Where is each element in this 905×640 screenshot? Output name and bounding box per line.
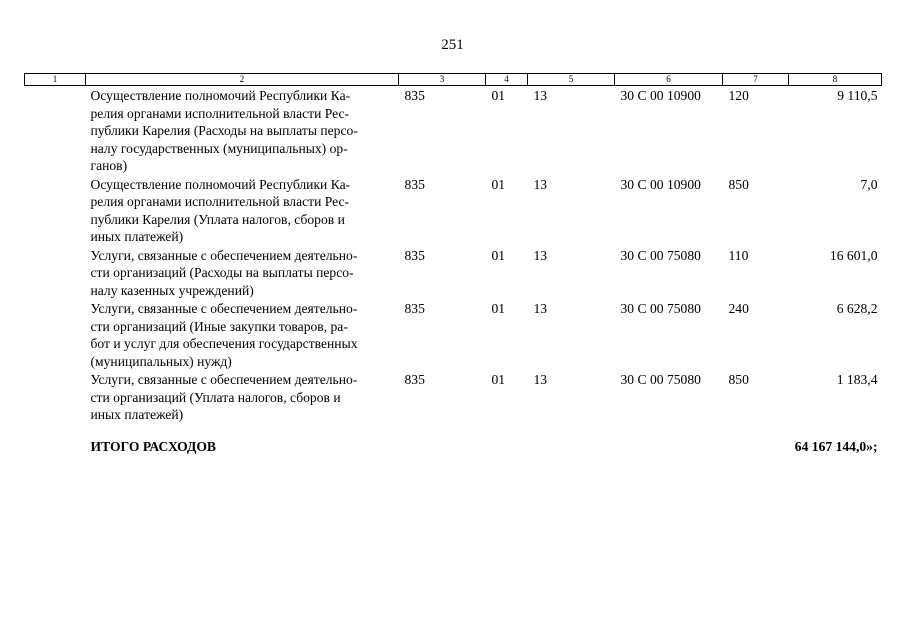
row-number-cell	[25, 370, 86, 424]
expense-type-cell: 110	[728, 247, 749, 263]
description-cell	[86, 175, 399, 246]
description-line: сти организаций (Иные закупки товаров, ра-	[90, 318, 348, 334]
column-header: 2	[86, 74, 399, 86]
target-article-cell: 30 С 00 10900	[620, 88, 701, 103]
target-article-cell: 30 С 00 75080	[620, 247, 701, 263]
target-article-cell: 30 С 00 75080	[620, 372, 701, 387]
total-row	[25, 424, 882, 456]
ministry-code-cell: 835	[404, 247, 425, 263]
section-code-cell: 01	[491, 372, 506, 387]
amount-cell: 6 628,2	[836, 301, 878, 316]
total-label: ИТОГО РАСХОДОВ	[90, 438, 217, 454]
description-line: Осуществление полномочий Республики Ка-	[90, 88, 351, 103]
amount-cell: 1 183,4	[836, 372, 878, 387]
expense-type-cell: 850	[728, 176, 749, 192]
subsection-code-cell: 13	[533, 88, 548, 103]
target-article-cell: 30 С 00 75080	[620, 301, 701, 316]
total-spacer-cell	[399, 424, 486, 456]
ministry-code-cell: 835	[404, 88, 425, 103]
expense-type-cell: 120	[728, 88, 749, 103]
total-spacer-cell	[723, 424, 789, 456]
column-header: 3	[399, 74, 486, 86]
row-number-cell	[25, 299, 86, 370]
total-spacer-cell	[528, 424, 615, 456]
row-number-cell	[25, 86, 86, 175]
description-line: Услуги, связанные с обеспечением деятельно-	[90, 301, 358, 316]
column-header: 8	[789, 74, 882, 86]
description-line: сти организаций (Уплата налогов, сборов и	[90, 389, 341, 405]
table-row	[25, 370, 882, 424]
description-line: релия органами исполнительной власти Рес-	[90, 105, 350, 121]
amount-cell: 9 110,5	[837, 88, 878, 103]
row-number-cell	[25, 246, 86, 300]
page-number: 251	[441, 37, 464, 53]
table-row	[25, 86, 882, 175]
description-line: сти организаций (Расходы на выплаты персо-	[90, 265, 354, 280]
description-line: (муниципальных) нужд)	[90, 353, 232, 369]
subsection-code-cell: 13	[533, 247, 548, 263]
amount-cell: 7,0	[860, 176, 878, 192]
table-row	[25, 299, 882, 370]
description-cell	[86, 246, 399, 300]
expense-type-cell: 850	[728, 372, 749, 387]
description-line: ганов)	[90, 158, 128, 173]
budget-table	[24, 73, 882, 455]
amount-cell: 16 601,0	[829, 247, 878, 263]
description-line: налу казенных учреждений)	[90, 282, 254, 298]
description-line: публики Карелия (Уплата налогов, сборов и	[90, 211, 345, 227]
description-line: иных платежей)	[90, 407, 184, 422]
section-code-cell: 01	[491, 88, 506, 103]
subsection-code-cell: 13	[533, 301, 548, 316]
description-line: Услуги, связанные с обеспечением деятельно-	[90, 247, 358, 263]
column-header: 1	[25, 74, 86, 86]
total-spacer-cell	[486, 424, 528, 456]
description-cell	[86, 299, 399, 370]
ministry-code-cell: 835	[404, 176, 425, 192]
table-row	[25, 246, 882, 300]
description-line: публики Карелия (Расходы на выплаты персо-	[90, 123, 358, 138]
expense-type-cell: 240	[728, 301, 749, 316]
table-header	[25, 74, 882, 86]
target-article-cell: 30 С 00 10900	[620, 176, 701, 192]
section-code-cell: 01	[491, 176, 506, 192]
description-line: бот и услуг для обеспечения государственных	[90, 336, 358, 351]
column-header: 7	[723, 74, 789, 86]
subsection-code-cell: 13	[533, 176, 548, 192]
section-code-cell: 01	[491, 301, 506, 316]
description-line: Услуги, связанные с обеспечением деятельно-	[90, 372, 358, 387]
subsection-code-cell: 13	[533, 372, 548, 387]
column-header: 4	[486, 74, 528, 86]
description-line: иных платежей)	[90, 229, 184, 244]
column-header: 6	[615, 74, 723, 86]
table-row	[25, 175, 882, 246]
ministry-code-cell: 835	[404, 301, 425, 316]
description-cell	[86, 86, 399, 175]
description-line: Осуществление полномочий Республики Ка-	[90, 176, 351, 192]
column-header: 5	[528, 74, 615, 86]
row-number-cell	[25, 175, 86, 246]
section-code-cell: 01	[491, 247, 506, 263]
description-cell	[86, 370, 399, 424]
total-spacer-cell	[25, 424, 86, 456]
description-line: релия органами исполнительной власти Рес-	[90, 194, 350, 209]
description-line: налу государственных (муниципальных) ор-	[90, 140, 348, 156]
total-spacer-cell	[615, 424, 723, 456]
ministry-code-cell: 835	[404, 372, 425, 387]
total-value: 64 167 144,0»;	[794, 438, 878, 454]
